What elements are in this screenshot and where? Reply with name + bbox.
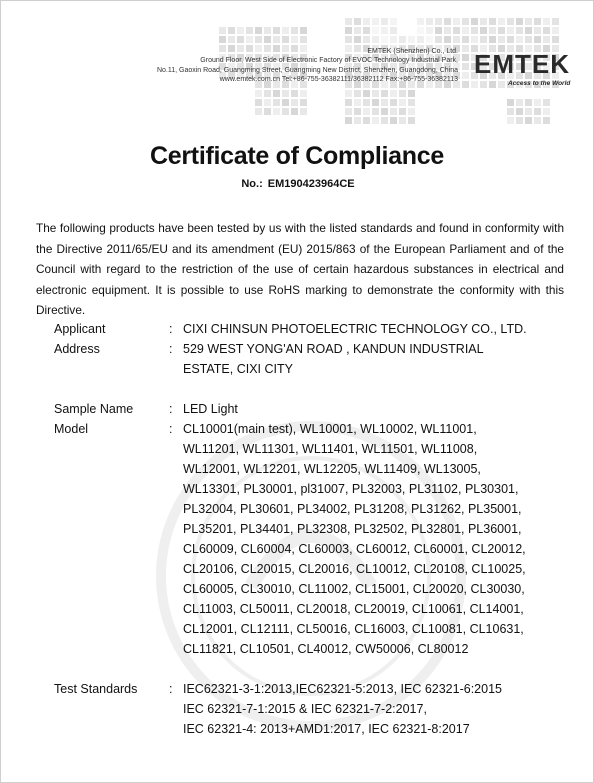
- model-line: CL12001, CL12111, CL50016, CL16003, CL10081, CL10631,: [183, 622, 524, 636]
- test-standard-line: IEC 62321-4: 2013+AMD1:2017, IEC 62321-8:2017: [183, 722, 470, 736]
- model-line: CL20106, CL20015, CL20016, CL10012, CL20108, CL10025,: [183, 562, 526, 576]
- model-label: Model: [54, 422, 89, 436]
- logo-slogan: Access to the World: [508, 80, 571, 87]
- company-address: [38, 47, 458, 85]
- model-value: [183, 419, 574, 659]
- test-standard-line: IEC 62321-7-1:2015 & IEC 62321-7-2:2017,: [183, 702, 427, 716]
- model-line: CL11003, CL50011, CL20018, CL20019, CL10061, CL14001,: [183, 602, 524, 616]
- company-contact-line: www.emtek.com.cn Tel:+86-755-36382111/36382112 Fax:+86-755-36382113: [219, 76, 458, 84]
- applicant-value: CIXI CHINSUN PHOTOELECTRIC TECHNOLOGY CO., LTD.: [183, 322, 527, 336]
- sample-name-row: [54, 399, 574, 419]
- address-value: [183, 339, 574, 379]
- field-colon: :: [169, 322, 173, 336]
- field-colon: :: [169, 682, 173, 696]
- sample-name-value: LED Light: [183, 402, 238, 416]
- field-colon: :: [169, 422, 173, 436]
- test-standard-line: IEC62321-3-1:2013,IEC62321-5:2013, IEC 62321-6:2015: [183, 682, 502, 696]
- applicant-label: Applicant: [54, 322, 106, 336]
- test-standards-value: [183, 679, 574, 739]
- model-line: WL11201, WL11301, WL11401, WL11501, WL11008,: [183, 442, 478, 456]
- address-line: ESTATE, CIXI CITY: [183, 362, 293, 376]
- field-colon: :: [169, 402, 173, 416]
- test-standards-row: [54, 679, 574, 739]
- certificate-fields: [54, 319, 574, 739]
- field-colon: :: [169, 342, 173, 356]
- address-label: Address: [54, 342, 100, 356]
- model-line: CL60009, CL60004, CL60003, CL60012, CL60001, CL20012,: [183, 542, 526, 556]
- sample-name-label: Sample Name: [54, 402, 134, 416]
- certificate-number: [1, 178, 593, 190]
- logo-wordmark: EMTEK: [474, 49, 570, 79]
- model-line: CL11821, CL10501, CL40012, CW50006, CL80012: [183, 642, 469, 656]
- company-name-line: EMTEK (Shenzhen) Co., Ltd.: [367, 48, 458, 55]
- model-line: CL60005, CL30010, CL11002, CL15001, CL20020, CL30030,: [183, 582, 525, 596]
- model-line: PL32004, PL30601, PL34002, PL31208, PL31262, PL35001,: [183, 502, 522, 516]
- model-line: WL12001, WL12201, WL12205, WL11409, WL13005,: [183, 462, 481, 476]
- model-line: CL10001(main test), WL10001, WL10002, WL11001,: [183, 422, 477, 436]
- company-address-line-2: No.11, Gaoxin Road, Guangming Street, Guangming New District, Shenzhen, Guangdong, China: [156, 66, 458, 74]
- certificate-number-label: No.:: [241, 178, 263, 190]
- address-line: 529 WEST YONG'AN ROAD , KANDUN INDUSTRIAL: [183, 342, 484, 356]
- model-row: [54, 419, 574, 659]
- model-line: PL35201, PL34401, PL32308, PL32502, PL32801, PL36001,: [183, 522, 522, 536]
- intro-paragraph: The following products have been tested by us with the listed standards and found in conformity with the Directive 2011/65/EU and its amendment (EU) 2015/863 of the European Parliament and of the Council with regard to the restriction of the use of certain hazardous substances in electrical and electronic equipment. It is possible to use RoHS marking to demonstrate the conformity with this Directive.: [36, 221, 564, 317]
- test-standards-label: Test Standards: [54, 682, 138, 696]
- address-row: [54, 339, 574, 379]
- certificate-number-value: EM190423964CE: [267, 178, 355, 190]
- emtek-logo: [474, 49, 584, 113]
- company-address-line-1: Ground Floor, West Side of Electronic Factory of EVOC Technology Industrial Park,: [200, 57, 458, 65]
- applicant-row: [54, 319, 574, 339]
- model-line: WL13301, PL30001, pl31007, PL32003, PL31102, PL30301,: [183, 482, 519, 496]
- certificate-title: Certificate of Compliance: [150, 142, 444, 170]
